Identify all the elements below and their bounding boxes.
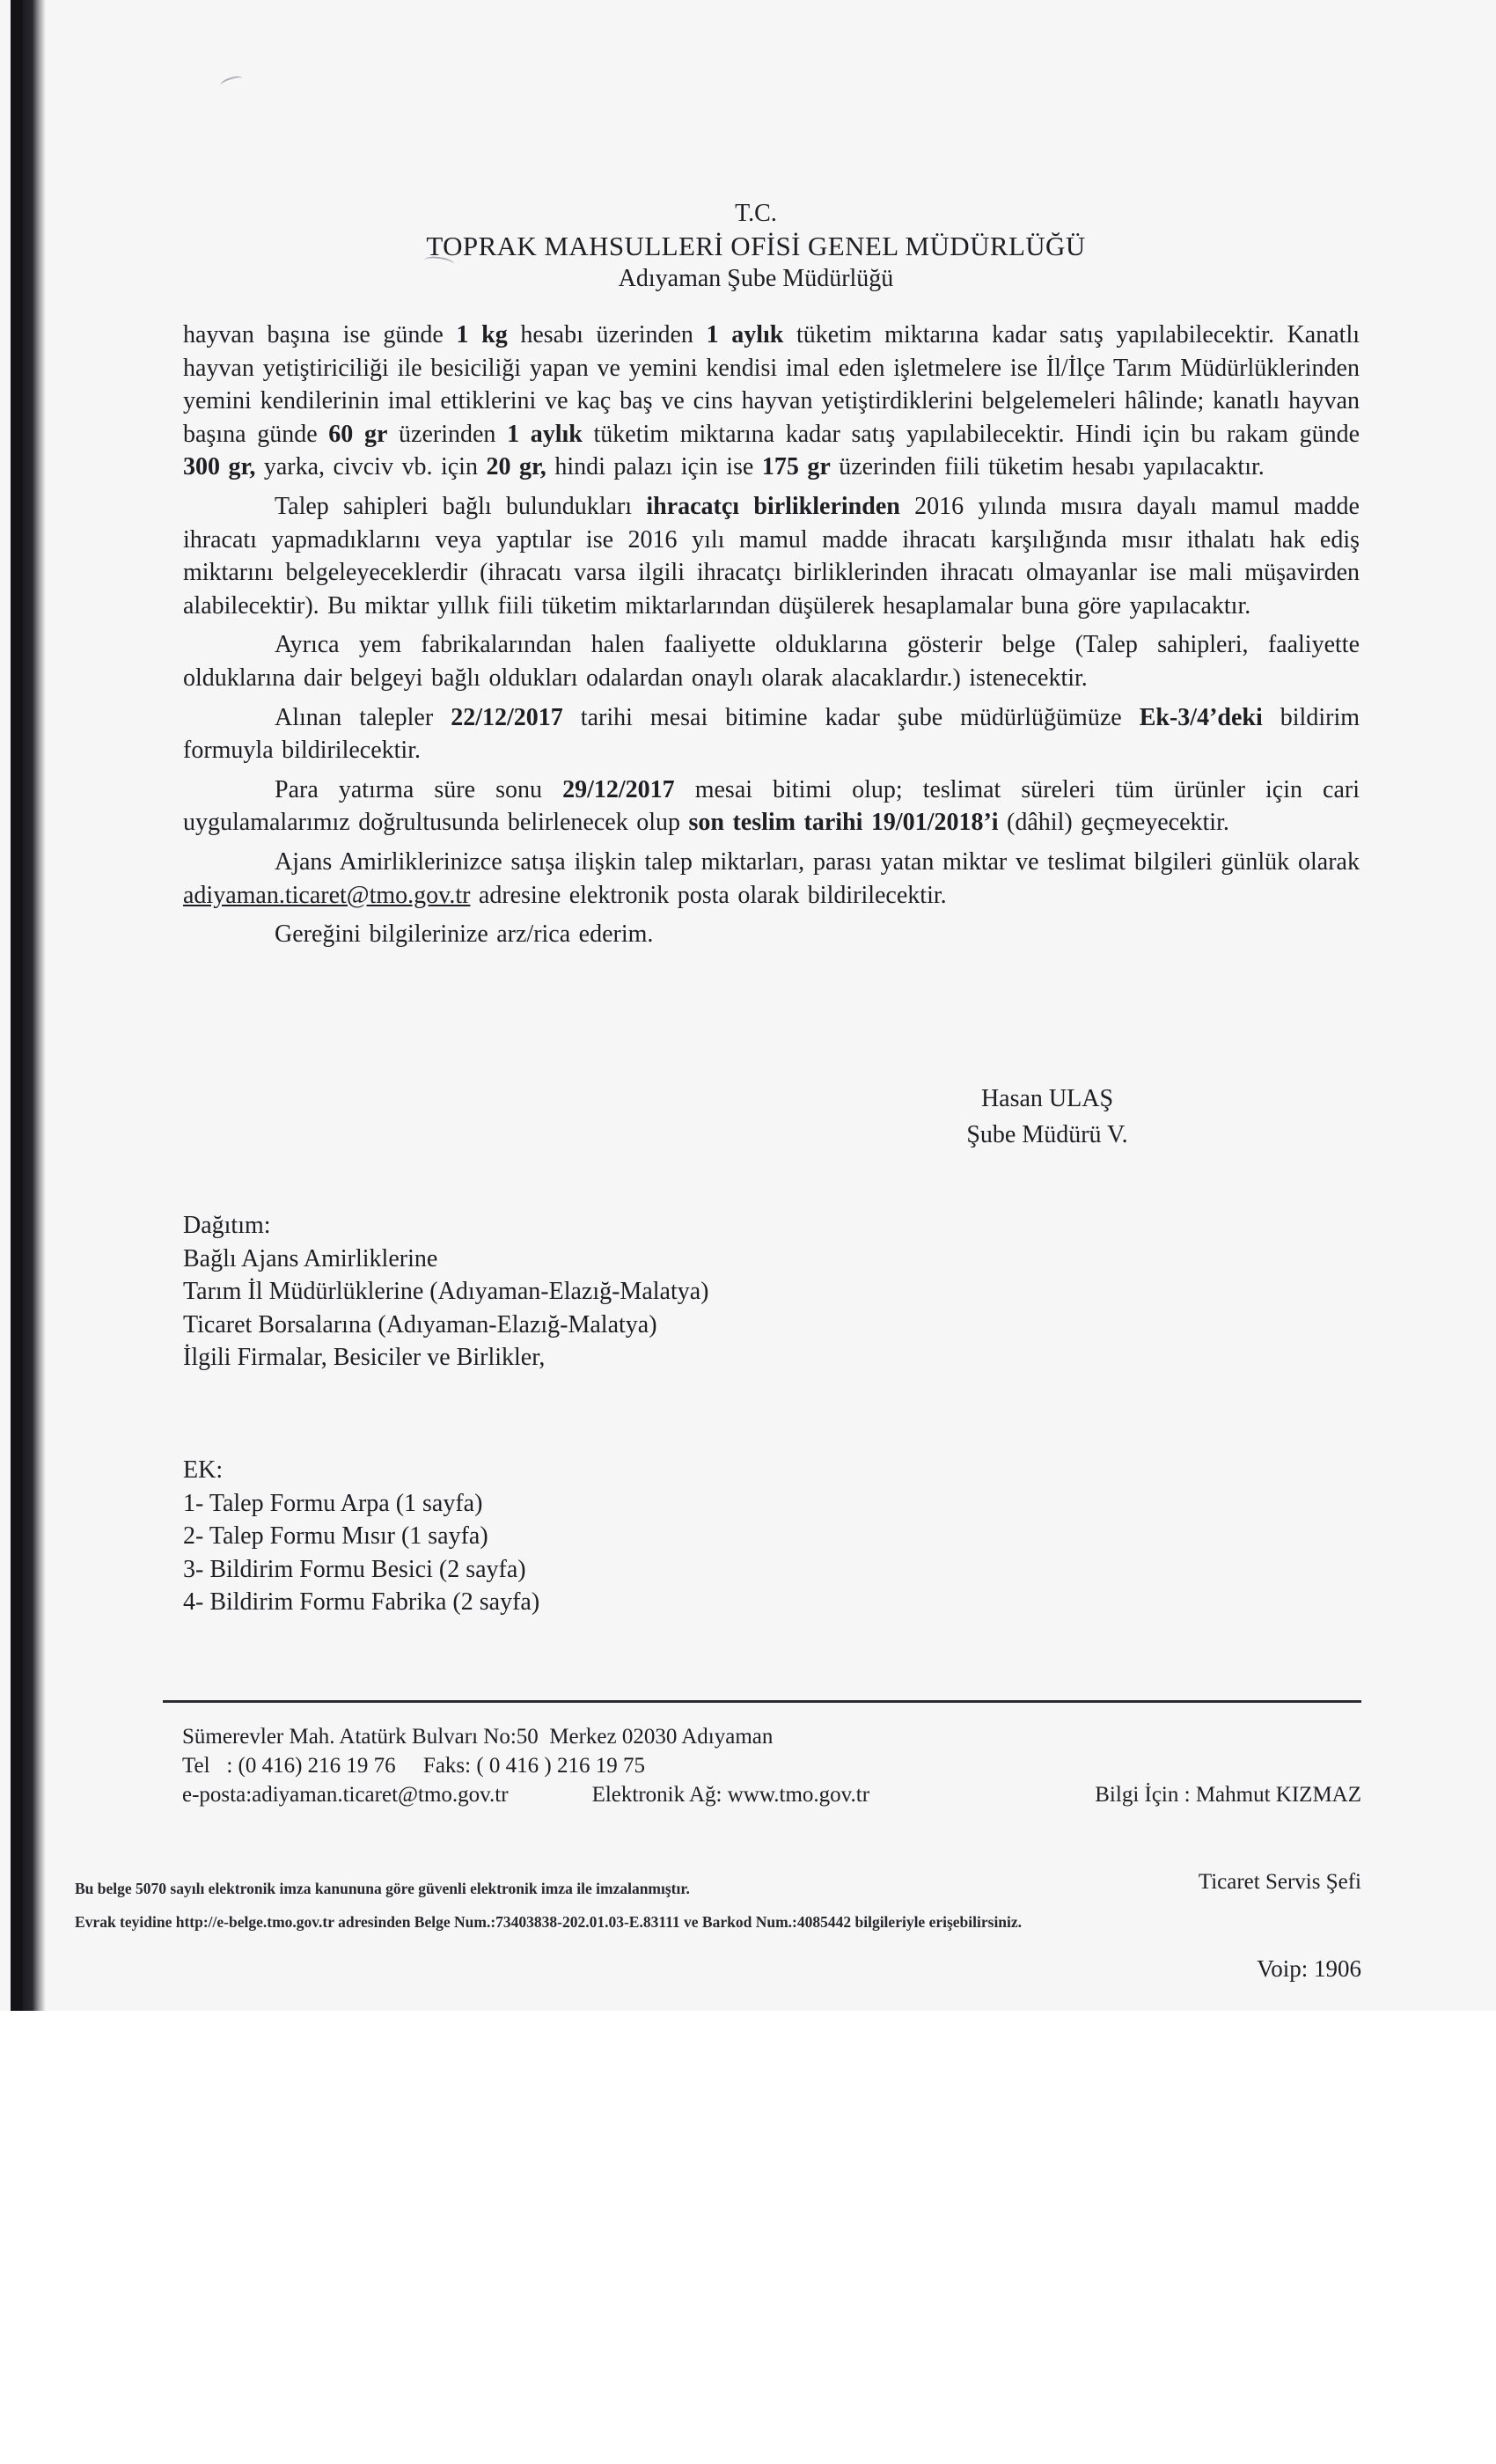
verification-note: Evrak teyidine http://e-belge.tmo.gov.tr adresinden Belge Num.:73403838-202.01.03-E.83111 ve Barkod Num.:4085442 bilgileriyle erişebilirsiniz. (75, 1913, 1023, 1931)
website-address: Elektronik Ağ: www.tmo.gov.tr (591, 1783, 870, 1807)
paragraph-consumption-rates: hayvan başına ise günde 1 kg hesabı üzerinden 1 aylık tüketim miktarına kadar satış yapılabilecektir. Kanatlı hayvan yetiştiriciliği ile besiciliği yapan ve yemini kendisi imal eden işletmelere ise İl/İlçe Tarım Müdürlüklerinden yemini kendilerinin imal ettiklerini ve kaç baş ve cins hayvan yetiştirdiklerini belgelemeleri hâlinde; kanatlı hayvan başına günde 60 gr üzerinden 1 aylık tüketim miktarına kadar satış yapılabilecektir. Hindi için bu rakam günde 300 gr, yarka, civciv vb. için 20 gr, hindi palazı için ise 175 gr üzerinden fiili tüketim hesabı yapılacaktır. (183, 321, 1360, 481)
scan-edge-artifact (11, 0, 46, 2011)
attachments-list (183, 1454, 539, 1619)
paragraph-agency-reporting: Ajans Amirliklerinizce satışa ilişkin talep miktarları, parası yatan miktar ve teslimat bilgileri günlük olarak adiyaman.ticaret@tmo.gov.tr adresine elektronik posta olarak bildirilecektir. (183, 847, 1360, 909)
letterhead-organization: TOPRAK MAHSULLERİ OFİSİ GENEL MÜDÜRLÜĞÜ (426, 231, 1086, 261)
attachment-item: 2- Talep Formu Mısır (1 sayfa) (183, 1522, 488, 1550)
footer-right-column (1095, 1722, 1361, 2011)
signature-name: Hasan ULAŞ (980, 1085, 1114, 1112)
attachment-item: 3- Bildirim Formu Besici (2 sayfa) (183, 1555, 526, 1583)
paragraph-feed-factories: Ayrıca yem fabrikalarından halen faaliyette olduklarına gösterir belge (Talep sahipleri, faaliyette olduklarına dair belgeyi bağlı oldukları odalardan onaylı olarak alacaklardır.) istenecektir. (183, 631, 1360, 692)
paragraph-exporter-unions: Talep sahipleri bağlı bulundukları ihracatçı birliklerinden 2016 yılında mısıra dayalı mamul madde ihracatı yapmadıklarını veya yaptılar ise 2016 yılı mamul madde ihracatı karşılığında mısır ithalatı hak ediş miktarını belgeleyeceklerdir (ihracatı varsa ilgili ihracatçı birliklerinden ihracatı olmayanlar ise mali müşavirden alabilecektir). Bu miktar yıllık fiili tüketim miktarlarından düşülerek hesaplamalar buna göre yapılacaktır. (183, 492, 1360, 620)
distribution-item: Bağlı Ajans Amirliklerine (183, 1244, 438, 1272)
distribution-heading: Dağıtım: (183, 1212, 271, 1239)
email-address: e-posta:adiyaman.ticaret@tmo.gov.tr (182, 1783, 509, 1807)
paragraph-closing: Gereğini bilgilerinize arz/rica ederim. (275, 920, 654, 949)
paragraph-request-deadline: Alınan talepler 22/12/2017 tarihi mesai bitimine kadar şube müdürlüğümüze Ek-3/4’deki bildirim formuyla bildirilecektir. (183, 703, 1360, 765)
letterhead-branch: Adıyaman Şube Müdürlüğü (618, 265, 894, 292)
attachments-heading: EK: (183, 1456, 224, 1484)
distribution-item: Tarım İl Müdürlüklerine (Adıyaman-Elazığ-Malatya) (183, 1278, 709, 1305)
footer-contact-block (163, 1700, 1361, 2011)
letter-body (183, 319, 1360, 957)
attachment-item: 4- Bildirim Formu Fabrika (2 sayfa) (183, 1588, 540, 1616)
distribution-item: Ticaret Borsalarına (Adıyaman-Elazığ-Malatya) (183, 1310, 657, 1338)
contact-title: Ticaret Servis Şefi (1198, 1870, 1361, 1894)
email-web-line (182, 1780, 869, 1809)
electronic-signature-notes (75, 1880, 1395, 1932)
footer-left-column (182, 1722, 869, 2011)
voip-number: Voip: 1906 (1257, 1955, 1361, 1982)
signature-title: Şube Müdürü V. (966, 1121, 1128, 1148)
esignature-note: Bu belge 5070 sayılı elektronik imza kanununa göre güvenli elektronik imza ile imzalanmıştır. (75, 1880, 690, 1897)
distribution-list (183, 1209, 709, 1375)
letterhead-state: T.C. (735, 200, 777, 227)
paragraph-payment-deadline: Para yatırma süre sonu 29/12/2017 mesai bitimi olup; teslimat süreleri tüm ürünler için cari uygulamalarımız doğrultusunda belirlenecek olup son teslim tarihi 19/01/2018’i (dâhil) geçmeyecektir. (183, 775, 1360, 837)
distribution-item: İlgili Firmalar, Besiciler ve Birlikler, (183, 1344, 546, 1371)
contact-person: Bilgi İçin : Mahmut KIZMAZ (1095, 1783, 1361, 1807)
letterhead (183, 197, 1329, 295)
scan-speck (219, 74, 244, 90)
phone-fax-line: Tel : (0 416) 216 19 76 Faks: ( 0 416 ) 216 19 75 (182, 1754, 645, 1778)
address-line: Sümerevler Mah. Atatürk Bulvarı No:50 Merkez 02030 Adıyaman (182, 1725, 774, 1749)
attachment-item: 1- Talep Formu Arpa (1 sayfa) (183, 1489, 483, 1517)
signature-block (898, 1081, 1197, 1153)
